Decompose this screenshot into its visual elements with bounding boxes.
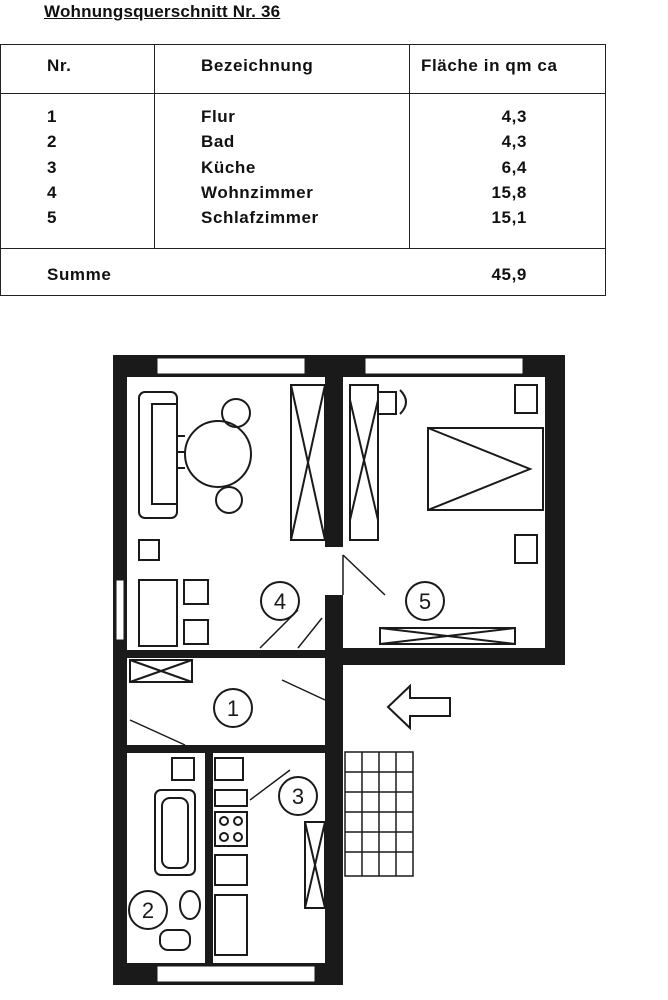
row-name: Flur xyxy=(201,107,236,126)
room-label-3: 3 xyxy=(291,784,305,809)
row-nr: 1 xyxy=(47,107,58,126)
row-area: 4,3 xyxy=(501,107,527,126)
room-label-5: 5 xyxy=(418,589,432,614)
room-label-4: 4 xyxy=(273,589,287,614)
floor-plan xyxy=(100,350,580,990)
header-bezeichnung: Bezeichnung xyxy=(201,56,314,75)
arrow-left-icon xyxy=(388,686,450,728)
header-divider xyxy=(1,93,605,94)
doors xyxy=(130,555,385,800)
row-area: 6,4 xyxy=(501,158,527,177)
row-nr: 5 xyxy=(47,208,58,227)
column-divider xyxy=(154,45,155,248)
header-flaeche: Fläche in qm ca xyxy=(421,56,558,75)
row-nr: 2 xyxy=(47,132,58,151)
row-name: Küche xyxy=(201,158,256,177)
row-area: 4,3 xyxy=(501,132,527,151)
column-divider xyxy=(409,45,410,248)
room-label-2: 2 xyxy=(141,898,155,923)
area-table xyxy=(0,44,606,296)
exterior-walls xyxy=(113,355,565,985)
total-divider xyxy=(1,248,605,249)
header-nr: Nr. xyxy=(47,56,72,75)
row-name: Wohnzimmer xyxy=(201,183,314,202)
room-label-1: 1 xyxy=(226,696,240,721)
row-name: Bad xyxy=(201,132,235,151)
staircase xyxy=(345,752,413,876)
row-nr: 3 xyxy=(47,158,58,177)
total-label: Summe xyxy=(47,265,112,284)
row-nr: 4 xyxy=(47,183,58,202)
row-area: 15,8 xyxy=(491,183,527,202)
row-area: 15,1 xyxy=(491,208,527,227)
row-name: Schlafzimmer xyxy=(201,208,319,227)
total-value: 45,9 xyxy=(491,265,527,284)
document-title: Wohnungsquerschnitt Nr. 36 xyxy=(44,2,281,21)
